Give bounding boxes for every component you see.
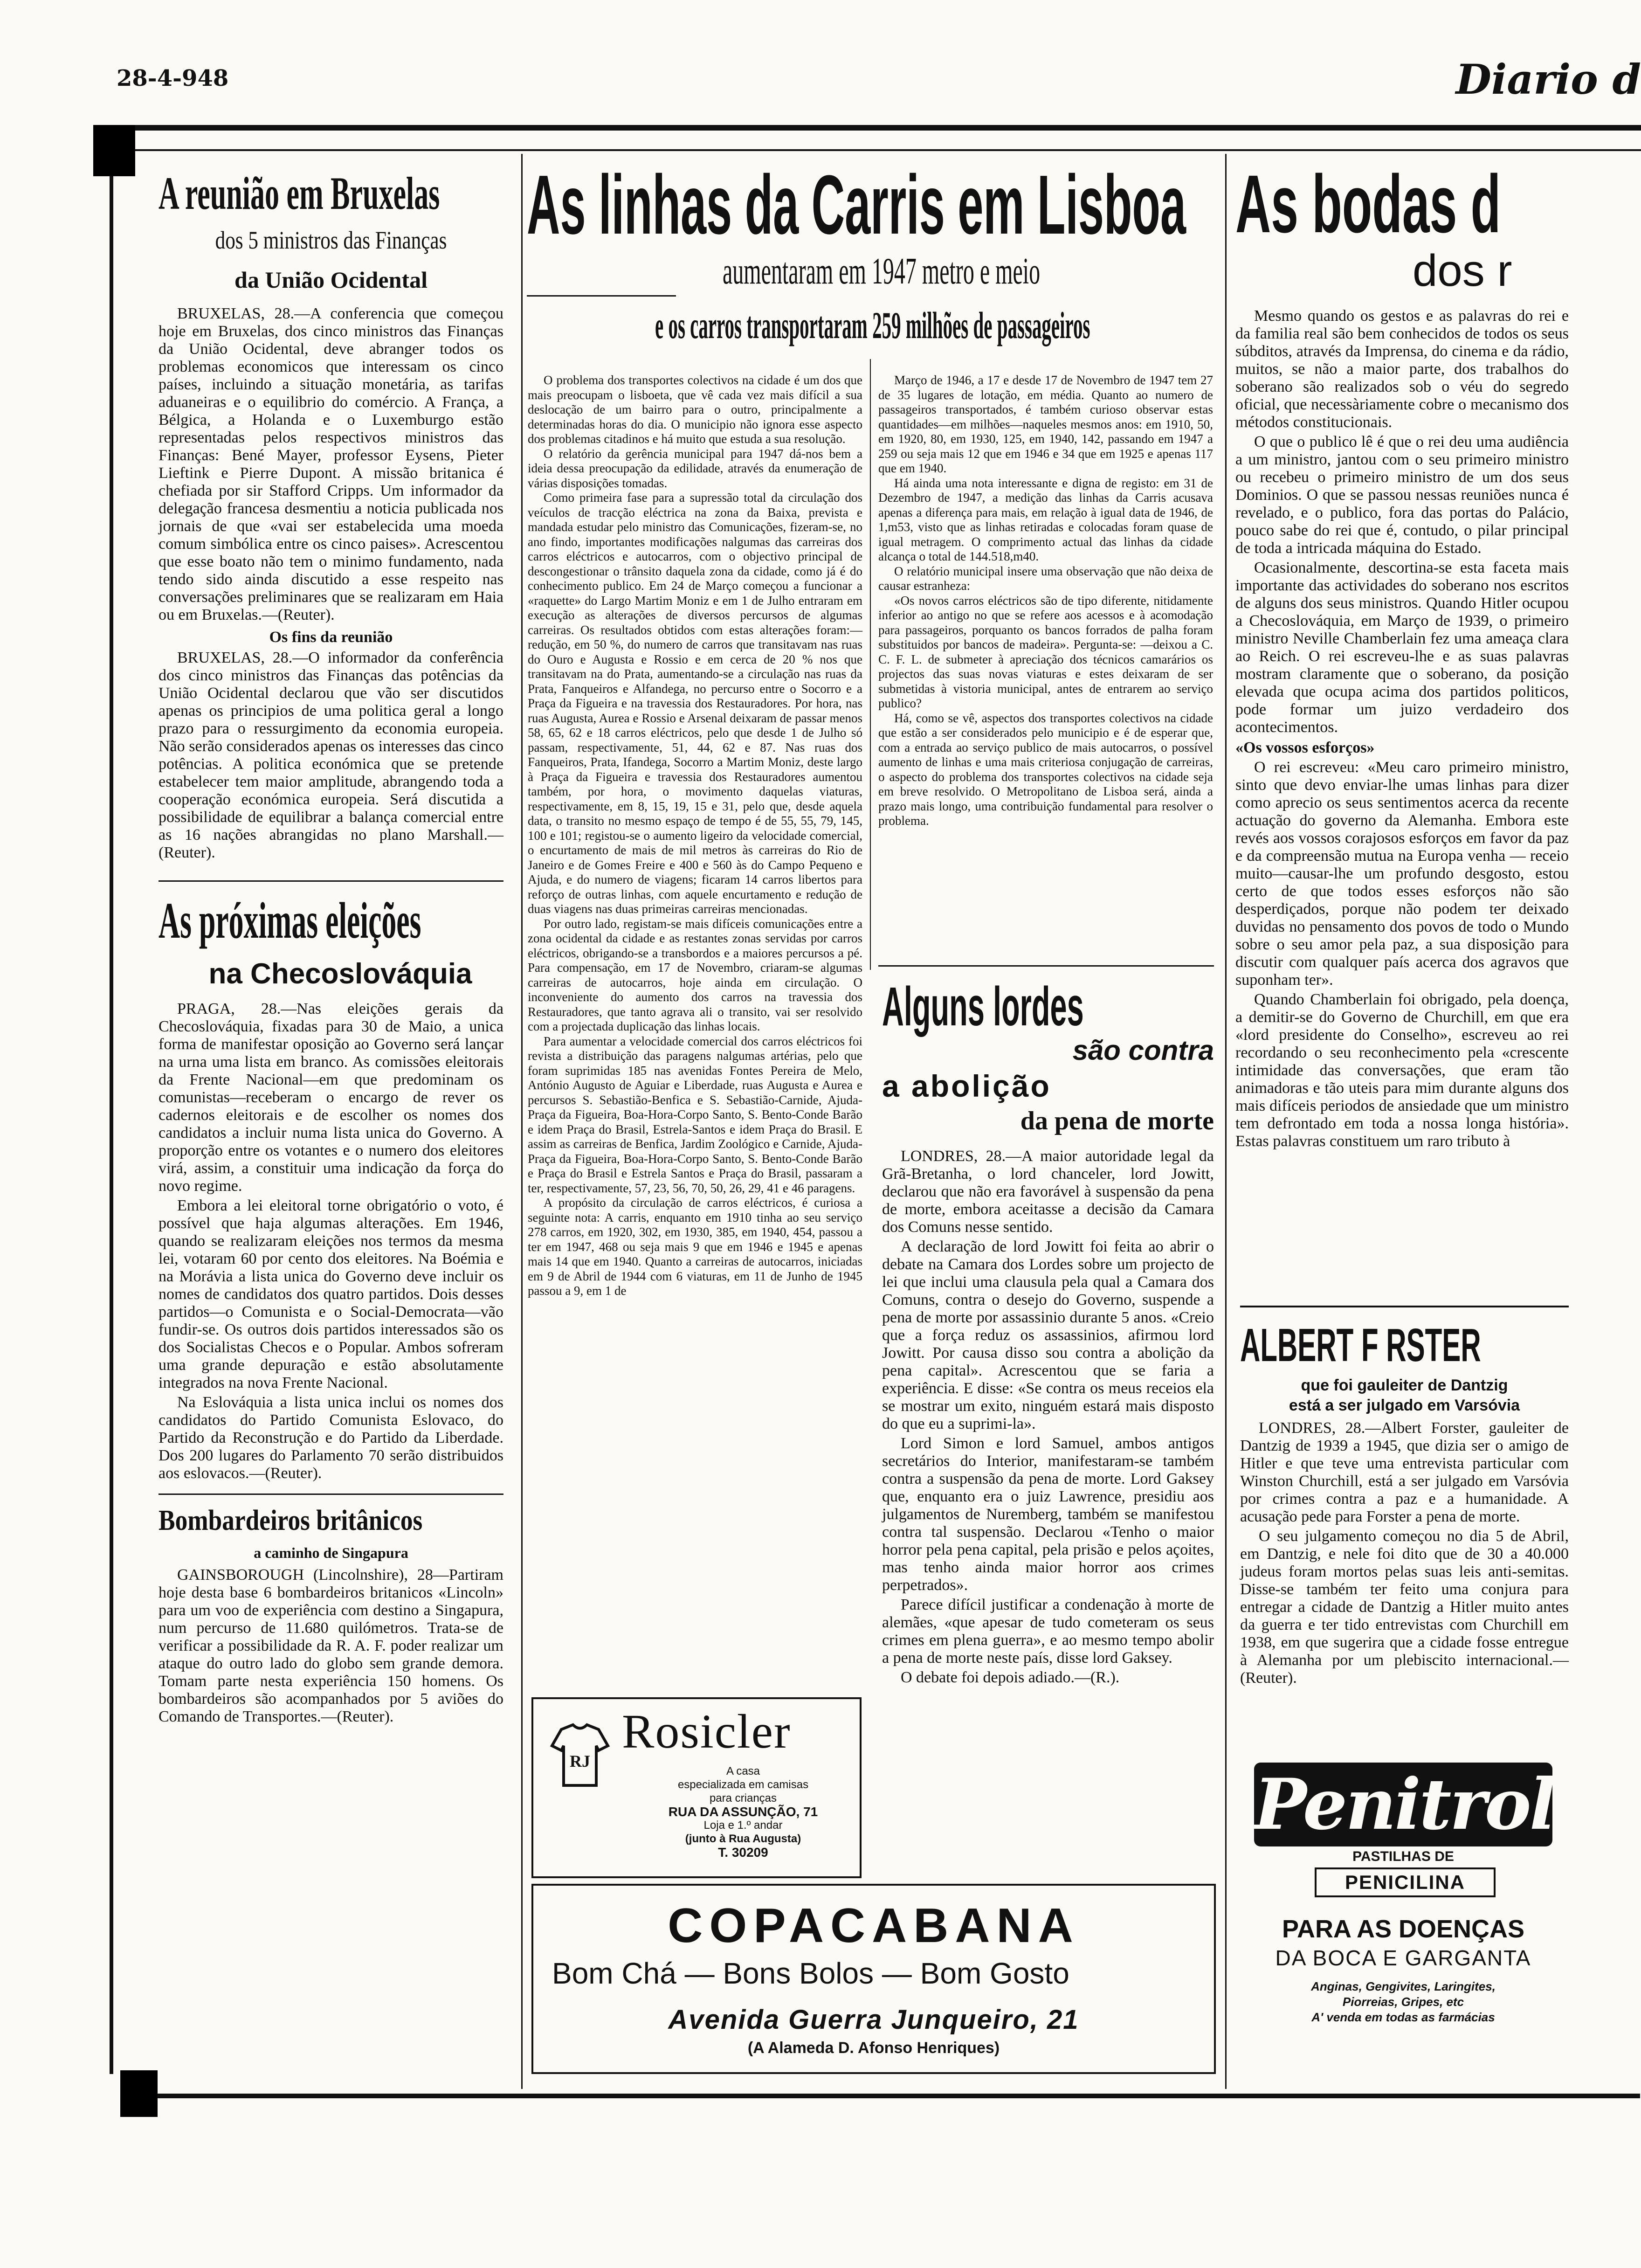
article-carris-subtitle-2: e os carros transportaram 259 milhões de passageiros — [655, 304, 1090, 346]
paragraph: Há ainda uma nota interessante e digna de registo: em 31 de Dezembro de 1947, a medição das linhas da Carris acusava apenas a diferença para mais, em relação à igual data de 1946, de 1,m53, visto que as linhas retiradas e colocadas foram quase de igual metragem. O comprimento actual das linhas da cidade alcança o total de 144.518,m40. — [878, 476, 1213, 563]
top-rule — [93, 125, 1641, 131]
issue-date: 28-4-948 — [117, 65, 229, 91]
subtitle-rule — [527, 295, 676, 297]
corner-mark-bottom — [120, 2070, 158, 2117]
ad-rosicler-line4: RUA DA ASSUNÇÃO, 71 — [668, 1805, 818, 1819]
ad-penitrol-line1: PASTILHAS DE — [1352, 1849, 1454, 1864]
ad-penitrol-line4: DA BOCA E GARGANTA — [1275, 1946, 1531, 1970]
ad-rosicler-line5: Loja e 1.º andar — [703, 1819, 783, 1832]
article-bombardeiros-title: Bombardeiros britânicos — [159, 1505, 423, 1536]
ad-rosicler-line7: T. 30209 — [718, 1845, 768, 1860]
article-forster — [1240, 1320, 1569, 1689]
article-bodas-subhead: «Os vossos esforços» — [1235, 739, 1375, 756]
ad-rosicler-name: Rosicler — [622, 1705, 791, 1758]
paragraph: «Os novos carros eléctricos são de tipo diferente, nitidamente inferior ao antigo no que se refere aos acessos e à acomodação para passageiros, porquanto os bancos forrados de palha foram substituidos por bancos de madeira». Pergunta-se: —deixou a C. C. F. L. de submeter à apreciação dos técnicos camarários os projectos das suas novas viaturas e estes deixaram de ser submetidas à vistoria municipal, antes de entrarem ao serviço publico? — [878, 593, 1213, 710]
ad-rosicler-line1: A casa — [726, 1765, 760, 1777]
article-forster-subtitle-2: está a ser julgado em Varsóvia — [1289, 1397, 1520, 1414]
left-column — [159, 168, 503, 1728]
article-eleicoes-body — [159, 1000, 503, 1482]
ad-copacabana-address: Avenida Guerra Junqueiro, 21 — [668, 2005, 1079, 2035]
article-lordes-subtitle-2: a abolição — [882, 1069, 1051, 1103]
paragraph: Por outro lado, registam-se mais difíceis comunicações entre a zona ocidental da cidade e as restantes zonas servidas por carros eléctricos, obrigando-se a transbordos e a maiores percursos a pé. Para compensação, em 17 de Novembro, criaram-se algumas carreiras de autocarros, hoje ainda em circulação. O inconveniente do aumento dos carros na travessia dos Restauradores, que tanto agrava ali o transito, vai ser resolvido com a projectada duplicação das linhas locais. — [528, 916, 862, 1033]
masthead: Diario d — [1455, 55, 1641, 104]
paragraph: Lord Simon e lord Samuel, ambos antigos secretários do Interior, manifestaram-se também contra a suspensão da pena de morte. Lord Gaksey que, enquanto era o juiz Lawrence, presidiu aos julgamentos de Nuremberg, também se manifestou contra tal suspensão. Declarou «Tenho o maior horror pela pena capital, pela prisão e pelos açoites, mas tenho ainda maior horror aos crimes perpetrados». — [882, 1435, 1214, 1594]
paragraph: O relatório da gerência municipal para 1947 dá-nos bem a ideia dessa preocupação da edilidade, através da enumeração de várias disposições tomadas. — [528, 446, 862, 490]
article-carris-title: As linhas da Carris em Lisboa — [527, 158, 1186, 252]
paragraph: Ocasionalmente, descortina-se esta faceta mais importante das actividades do soberano nos escritos de alguns dos seus ministros. Quando Hitler ocupou a Checoslováquia, em Março de 1939, o primeiro ministro Neville Chamberlain fez uma ameaça clara ao Reich. O rei escreveu-lhe e as suas palavras mostram claramente que o soberano, da posição elevada que ocupa acima dos partidos politicos, pode formar um juizo verdadeiro dos acontecimentos. — [1235, 559, 1569, 736]
paragraph: O que o publico lê é que o rei deu uma audiência a um ministro, jantou com o seu primeiro ministro ou recebeu o primeiro ministro de um dos seus Dominios. O que se passou nessas reuniões nunca é revelado, e o publico, fora das portas do Palácio, pouco sabe do rei que é, contudo, o pilar principal de toda a intricada máquina do Estado. — [1235, 433, 1569, 557]
article-carris-col1 — [528, 373, 862, 1299]
ad-penitrol — [1240, 1753, 1566, 2080]
paragraph: Quando Chamberlain foi obrigado, pela doença, a demitir-se do Governo de Churchill, em que era «lord presidente do Conselho», escreveu ao rei recordando o seu reconhecimento pela «crescente intimidade das conversações, que eram tão animadoras e tão uteis para mim durante alguns dos mais difíceis periodos de ansiedade que um ministro tem defrontado em toda a nossa longa história». Estas palavras constituem um raro tributo à — [1235, 991, 1569, 1150]
paragraph: O problema dos transportes colectivos na cidade é um dos que mais preocupam o lisboeta, que vê cada vez mais difícil a sua deslocação de um bairro para o outro, principalmente a determinadas horas do dia. O municipio não ignora esse aspecto dos problemas citadinos e há muito que estuda a sua resolução. — [528, 373, 862, 446]
corner-mark-top — [93, 125, 135, 176]
paragraph: LONDRES, 28.—A maior autoridade legal da Grã-Bretanha, o lord chanceler, lord Jowitt, declarou que não era favorável à suspensão da pena de morte, embora aceitasse a decisão da Camara dos Comuns nesse sentido. — [882, 1148, 1214, 1236]
ad-penitrol-line7: A' venda em todas as farmácias — [1311, 2010, 1495, 2024]
article-bruxelas-subhead: Os fins da reunião — [269, 629, 393, 646]
article-bruxelas-title: A reunião em Bruxelas — [159, 167, 440, 219]
svg-text:RJ: RJ — [570, 1752, 590, 1770]
article-eleicoes-subtitle: na Checoslováquia — [208, 958, 472, 990]
article-forster-title: ALBERT F RSTER — [1240, 1319, 1481, 1371]
paragraph: Há, como se vê, aspectos dos transportes colectivos na cidade que estão a ser considerados pelo municipio e é de esperar que, com a entrada ao serviço publico de mais autocarros, o possível aumento de linhas e uma mais criteriosa conjugação de carreiras, o aspecto do problema dos transportes colectivos na cidade seja em breve resolvido. O Metropolitano de Lisboa será, ainda a prazo mais longo, uma contribuição fundamental para resolver o problema. — [878, 711, 1213, 828]
article-lordes-subtitle-3: da pena de morte — [1020, 1106, 1214, 1135]
article-lordes-title: Alguns lordes — [882, 976, 1084, 1037]
col-divider-mid — [870, 359, 871, 970]
paragraph: GAINSBOROUGH (Lincolnshire), 28—Partiram hoje desta base 6 bombardeiros britanicos «Lincoln» para um voo de experiência com destino a Singapura, num percurso de 11.680 quilómetros. Trata-se de verificar a possibilidade da R. A. F. poder realizar um ataque do outro lado do globo sem grande demora. Tomam parte nesta experiência 150 homens. Os bombardeiros são acompanhados por 5 aviões do Comando de Transportes.—(Reuter). — [159, 1566, 503, 1725]
paragraph: O relatório municipal insere uma observação que não deixa de causar estranheza: — [878, 564, 1213, 593]
paragraph: Março de 1946, a 17 e desde 17 de Novembro de 1947 tem 27 de 35 lugares de lotação, em média. Quanto ao numero de passageiros transportados, é também curioso observar estas quantidades—em milhões—naqueles mesmos anos: em 1910, 50, em 1920, 80, em 1930, 125, em 1940, 142, passando em 1947 a 259 ou seja mais 12 que em 1946 e 34 que em 1925 e apenas 117 que em 1940. — [878, 373, 1213, 475]
article-carris-subtitle: aumentaram em 1947 metro e meio — [723, 251, 1041, 292]
article-bruxelas-subtitle: dos 5 ministros das Finanças — [215, 226, 447, 254]
divider — [1240, 1306, 1569, 1307]
article-carris-col2 — [878, 373, 1213, 829]
article-bodas-subtitle: dos r — [1413, 246, 1512, 296]
carris-headline-block — [527, 158, 1217, 348]
col-divider-2 — [1225, 154, 1227, 2089]
left-rule — [110, 176, 113, 2074]
article-lordes — [882, 977, 1214, 1688]
ad-rosicler-line3: para crianças — [709, 1792, 777, 1805]
paragraph: Mesmo quando os gestos e as palavras do rei e da familia real são bem conhecidos de todos os seus súbditos, através da Imprensa, do cinema e da rádio, muitos, se não a maior parte, dos trabalhos do soberano são realizados sob o véu do segredo oficial, que necessàriamente cobre o mecanismo dos métodos constitucionais. — [1235, 307, 1569, 431]
paragraph: PRAGA, 28.—Nas eleições gerais da Checoslováquia, fixadas para 30 de Maio, a unica forma de manifestar oposição ao Governo será lançar na urna uma lista em branco. As comissões eleitorais da Frente Nacional—em que predominam os comunistas—receberam o encargo de rever os cadernos eleitorais e de escolher os nomes dos candidatos a incluir numa lista unica do Governo. A proporção entre os votantes e o numero dos eleitores virá, assim, a constituir uma indicação da força do novo regime. — [159, 1000, 503, 1195]
paragraph: A declaração de lord Jowitt foi feita ao abrir o debate na Camara dos Lordes sobre um projecto de lei que inclui uma clausula pela qual a Camara dos Comuns, contra o desejo do Governo, suspende a pena de morte por assassinio durante 5 anos. «Creio que a força reduz os assassinios, afirmou lord Jowitt. Por causa disso sou contra a abolição da pena capital». Acrescentou que se faria a experiência. E disse: «Se contra os meus receios ela se mostrar um exito, ninguém estará mais disposto do que eu a suprimi-la». — [882, 1238, 1214, 1432]
paragraph: Embora a lei eleitoral torne obrigatório o voto, é possível que haja algumas alterações. Em 1946, quando se realizaram eleições nos termos da mesma lei, votaram 60 por cento dos eleitores. Na Boémia e na Morávia a lista unica do Governo deve incluir os nomes de candidatos dos quatro partidos. Dois desses partidos—o Comunista e o Social-Democrata—vão fundir-se. Os outros dois partidos interessados são os dos Socialistas Checos e o Popular. Ambos sofreram uma grande depuração e estão absolutamente integrados na nova Frente Nacional. — [159, 1197, 503, 1391]
article-bruxelas-subtitle-2: da União Ocidental — [234, 267, 427, 293]
divider — [159, 880, 503, 882]
article-bodas-title: As bodas d — [1235, 159, 1501, 250]
divider — [159, 1494, 503, 1495]
ad-copacabana-name: COPACABANA — [668, 1899, 1080, 1953]
paragraph: O rei escreveu: «Meu caro primeiro ministro, sinto que devo enviar-lhe umas linhas para dizer como aprecio os seus sentimentos acerca da recente actuação do governo da Alemanha. Embora este revés aos vossos corajosos esforços em favor da paz e da compreensão mutua na Europa venha — receio muito—causar-lhe um profundo desgosto, estou certo de que todos esses esforços não são desperdiçados, porque não podem ter deixado duvidas no pensamento dos povos de todo o Mundo sobre o seu amor pela paz, a sua disposição para discutir com qualquer país acerca dos agravos que suponham ter». — [1235, 759, 1569, 989]
ad-penitrol-line5: Anginas, Gengivites, Laringites, — [1311, 1979, 1496, 1993]
top-rule-thin — [135, 149, 1641, 151]
ad-copacabana-note: (A Alameda D. Afonso Henriques) — [747, 2039, 1000, 2057]
article-lordes-subtitle-1: são contra — [1072, 1035, 1214, 1066]
paragraph: A propósito da circulação de carros eléctricos, é curiosa a seguinte nota: A carris, enquanto em 1910 tinha ao seu serviço 278 carros, em 1920, 302, em 1930, 385, em 1940, 454, passou a ter em 1947, 468 ou seja mais 9 que em 1946 e 1945 e apenas mais 14 que em 1940. Quanto a carreiras de autocarros, iniciadas em 9 de Abril de 1944 com 6 viaturas, em 11 de Junho de 1945 passou a 9, em 1 de — [528, 1196, 862, 1298]
divider — [878, 965, 1214, 967]
paragraph: LONDRES, 28.—Albert Forster, gauleiter de Dantzig de 1939 a 1945, que dizia ser o amigo de Hitler e que teve uma entrevista particular com Winston Churchill, está a ser julgado em Varsóvia por crimes contra a paz e a humanidade. A acusação pede para Forster a pena de morte. — [1240, 1419, 1569, 1525]
paragraph: O debate foi depois adiado.—(R.). — [901, 1669, 1120, 1686]
article-bodas — [1235, 161, 1569, 1152]
article-bruxelas-body — [159, 305, 503, 624]
paragraph: BRUXELAS, 28.—A conferencia que começou hoje em Bruxelas, dos cinco ministros das Finanças da União Ocidental, deve abranger todos os problemas economicos que interessam os cinco países, incluindo a situação monetária, as tarifas aduaneiras e o equilibrio do comércio. A França, a Bélgica, a Holanda e o Luxemburgo estão representadas pelos respectivos ministros das Finanças: Bené Mayer, professor Eysens, Pieter Lieftink e Pierre Dupont. A missão britanica é chefiada por sir Stafford Cripps. Um informador da delegação francesa desmentiu a noticia publicada nos jornais de que «vai ser estabelecida uma moeda comum simbólica entre os cinco paises». Acrescentou que esse boato não tem o minimo fundamento, nada tendo sido ainda discutido a esse respeito nas conversações preliminares que se realizaram em Haia ou em Bruxelas.—(Reuter). — [159, 305, 503, 623]
paragraph: Na Eslováquia a lista unica inclui os nomes dos candidatos do Partido Comunista Eslovaco, do Partido da Reconstrução e do Partido da Liberdade. Dos 200 lugares do Parlamento 70 serão distribuidos aos eslovacos.—(Reuter). — [159, 1394, 503, 1482]
col-divider-1 — [521, 154, 523, 2089]
ad-rosicler — [531, 1697, 862, 1878]
ad-rosicler-line6: (junto à Rua Augusta) — [685, 1832, 801, 1845]
paragraph: Parece difícil justificar a condenação à morte de alemães, «que apesar de tudo cometeram os seus crimes em plena guerra», e ao mesmo tempo abolir a pena de morte neste país, disse lord Gaksey. — [882, 1596, 1214, 1666]
bottom-rule — [158, 2094, 1640, 2098]
article-forster-subtitle-1: que foi gauleiter de Dantzig — [1301, 1376, 1508, 1394]
paragraph: O seu julgamento começou no dia 5 de Abril, em Dantzig, e nele foi dito que de 30 a 40.000 judeus foram mortos pelas suas leis anti-semitas. Disse-se também ter feito uma conjura para entregar a cidade de Dantzig a Hitler muito antes da guerra e ter tido entrevistas com Churchill em 1938, em que sugerira que a cidade fosse entregue à Alemanha por um plebiscito internacional.—(Reuter). — [1240, 1528, 1569, 1687]
ad-penitrol-line3: PARA AS DOENÇAS — [1282, 1915, 1525, 1943]
paragraph: Para aumentar a velocidade comercial dos carros eléctricos foi revista a distribuição das paragens nalgumas artérias, pelo que foram suprimidas 185 nas avenidas Fontes Pereira de Melo, António Augusto de Aguiar e Liberdade, ruas Augusta e Aurea e percursos S. Sebastião-Benfica e S. Sebastião-Carnide, Ajuda-Praça da Figueira, Boa-Hora-Corpo Santo, S. Bento-Conde Barão e idem Praça do Brasil, Estrela-Santos e idem Praça do Brasil. E assim as carreiras de Benfica, Jardim Zoológico e Carnide, Ajuda-Praça da Figueira, Boa-Hora-Corpo Santo, S. Bento-Conde Barão e Praça do Brasil e Estrela Santos e Praça do Brasil, passaram a ter, respectivamente, 57, 23, 56, 70, 50, 26, 29, 41 e 46 paragens. — [528, 1034, 862, 1195]
article-bombardeiros-subtitle: a caminho de Singapura — [254, 1544, 408, 1561]
paragraph: Como primeira fase para a supressão total da circulação dos veículos de tracção eléctrica na zona da Baixa, prevista e mandada estudar pelo ministro das Comunicações, fizeram-se, no ano findo, importantes modificações nalgumas das carreiras dos carros eléctricos e autocarros, com o objectivo principal de descongestionar o trânsito daquela zona da cidade, como já é do conhecimento publico. Em 24 de Março começou a funcionar a «raquette» do Largo Martim Moniz e em 1 de Julho entraram em execução as alterações de diversos percursos de algumas carreiras. Os resultados obtidos com estas alterações foram:—redução, em 50 %, do numero de carros que transitavam nas ruas do Ouro e Augusta e Rossio e em cerca de 20 % nos que transitavam na do Prata, aumentando-se a circulação nas ruas da Prata, Fanqueiros e Alfandega, no percurso entre o Socorro e a Praça da Figueira e na travessia dos Restauradores. Por hora, nas ruas Augusta, Aurea e Rossio e Arsenal deixaram de passar menos 58, 65, 62 e 18 carros eléctricos, pelo que desde 1 de Julho só passam, respectivamente, 51, 44, 62 e 87. Nas ruas dos Fanqueiros, Prata, Ifandega, Socorro a Martim Moniz, deste largo à Praça da Figueira e travessia dos Restauradores aumentou também, por hora, o movimento daquelas viaturas, respectivamente, em 8, 15, 19, 15 e 31, pelo que, desde aquela data, o transito no mesmo espaço de tempo é de 55, 55, 79, 145, 100 e 101; registou-se o aumento ligeiro da velocidade comercial, o encurtamento de mais de mil metros às carreiras do Rio de Janeiro e de Gomes Freire e 400 e 560 às do Campo Pequeno e Ajuda, e do numero de viagens; ficaram 14 carros libertos para reforço de outras linhas, com aquele encurtamento e redução de duas viagens nas duas primeiras carreiras mencionadas. — [528, 491, 862, 916]
article-eleicoes-title: As próximas eleições — [159, 892, 421, 949]
ad-copacabana — [531, 1884, 1216, 2074]
paragraph: BRUXELAS, 28.—O informador da conferência dos cinco ministros das Finanças das potências da União Ocidental declarou que vão ser discutidos apenas os principios de uma politica geral a longo prazo para o ressurgimento da economia europeia. Não serão considerados apenas os interesses das cinco potências. A politica económica que se pretende estabelecer tem maior amplitude, abrangendo toda a cooperação económica europeia. Será discutida a possibilidade de equilibrar a balança comercial entre as 16 nações abrangidas no plano Marshall.—(Reuter). — [159, 649, 503, 861]
ad-penitrol-brand: Penitrol — [1254, 1763, 1554, 1846]
ad-rosicler-line2: especializada em camisas — [677, 1778, 809, 1791]
ad-penitrol-line2: PENICILINA — [1315, 1867, 1496, 1897]
ad-copacabana-tagline: Bom Chá — Bons Bolos — Bom Gosto — [552, 1957, 1069, 1990]
shirt-logo-icon — [547, 1720, 613, 1790]
ad-penitrol-line6: Piorreias, Gripes, etc — [1342, 1995, 1464, 2009]
